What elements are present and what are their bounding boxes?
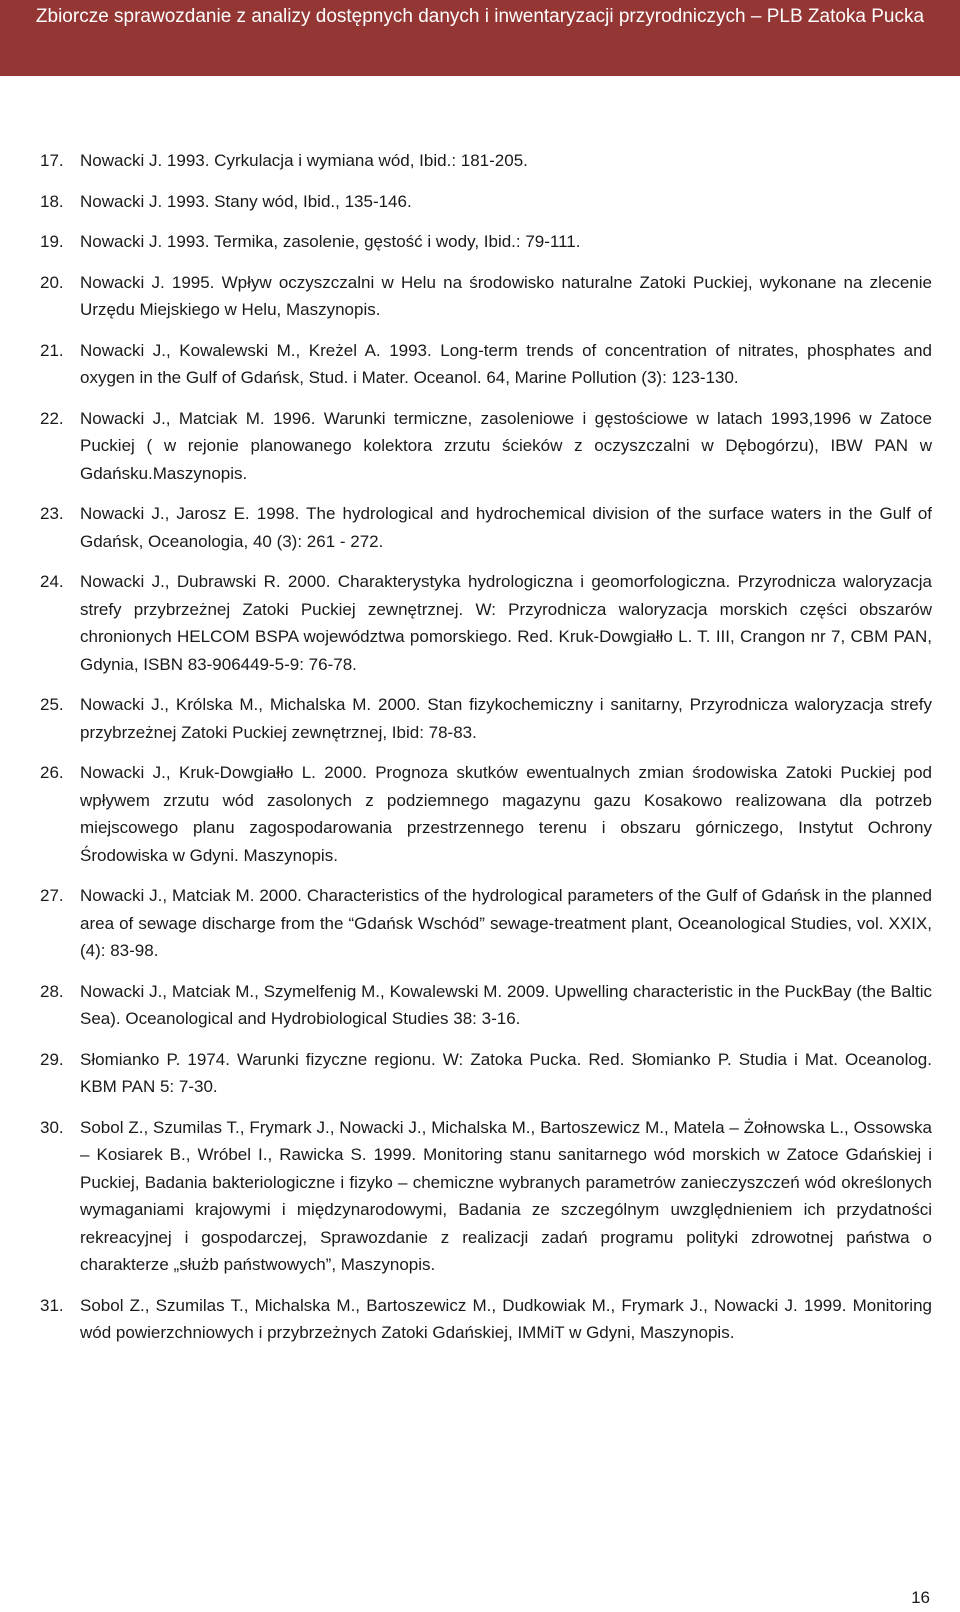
- reference-text: Nowacki J., Jarosz E. 1998. The hydrological and hydrochemical division of the surface waters in the Gulf of Gdańsk, Oceanologia, 40 (3): 261 - 272.: [80, 504, 932, 551]
- reference-item: [40, 405, 932, 488]
- reference-number: 17.: [40, 151, 64, 170]
- reference-text: Nowacki J., Matciak M., Szymelfenig M., Kowalewski M. 2009. Upwelling characteristic in the PuckBay (the Baltic Sea). Oceanological and Hydrobiological Studies 38: 3-16.: [80, 981, 932, 1028]
- reference-item: [40, 337, 932, 392]
- reference-item: [40, 188, 932, 216]
- reference-number: 29.: [40, 1049, 64, 1069]
- reference-list: [40, 147, 932, 1360]
- reference-item: [40, 1292, 932, 1347]
- reference-text: Nowacki J. 1993. Termika, zasolenie, gęstość i wody, Ibid.: 79-111.: [80, 232, 581, 251]
- reference-number: 22.: [40, 408, 64, 428]
- reference-number: 25.: [40, 695, 64, 714]
- reference-text: Słomianko P. 1974. Warunki fizyczne regionu. W: Zatoka Pucka. Red. Słomianko P. Studia i Mat. Oceanolog. KBM PAN 5: 7-30.: [80, 1049, 932, 1096]
- reference-item: [40, 691, 932, 746]
- reference-text: Nowacki J., Dubrawski R. 2000. Charakterystyka hydrologiczna i geomorfologiczna. Przyrodnicza waloryzacja strefy przybrzeżnej Zatoki Puckiej zewnętrznej. W: Przyrodnicza waloryzacja morskich części obszarów chronionych HELCOM BSPA województwa pomorskiego. Red. Kruk-Dowgiałło L. T. III, Crangon nr 7, CBM PAN, Gdynia, ISBN 83-906449-5-9: 76-78.: [80, 572, 932, 674]
- reference-text: Nowacki J., Królska M., Michalska M. 2000. Stan fizykochemiczny i sanitarny, Przyrodnicza waloryzacja strefy przybrzeżnej Zatoki Puckiej zewnętrznej, Ibid: 78-83.: [80, 695, 932, 742]
- page-number: 16: [911, 1588, 930, 1607]
- reference-text: Nowacki J., Kowalewski M., Kreżel A. 1993. Long-term trends of concentration of nitrates, phosphates and oxygen in the Gulf of Gdańsk, Stud. i Mater. Oceanol. 64, Marine Pollution (3): 123-130.: [80, 340, 932, 387]
- reference-item: [40, 1046, 932, 1101]
- reference-number: 27.: [40, 886, 64, 905]
- header-title: Zbiorcze sprawozdanie z analizy dostępnych danych i inwentaryzacji przyrodniczych – PLB Zatoka Pucka: [35, 6, 925, 27]
- reference-item: [40, 759, 932, 869]
- reference-item: [40, 228, 932, 256]
- reference-text: Nowacki J. 1993. Stany wód, Ibid., 135-146.: [80, 191, 412, 211]
- reference-item: [40, 269, 932, 324]
- reference-item: [40, 568, 932, 678]
- reference-number: 24.: [40, 572, 64, 591]
- reference-item: [40, 882, 932, 965]
- reference-text: Nowacki J. 1993. Cyrkulacja i wymiana wód, Ibid.: 181-205.: [80, 151, 528, 170]
- reference-number: 26.: [40, 763, 64, 782]
- reference-item: [40, 978, 932, 1033]
- reference-number: 18.: [40, 191, 64, 211]
- reference-item: [40, 147, 932, 175]
- reference-number: 20.: [40, 272, 64, 292]
- reference-number: 21.: [40, 340, 64, 360]
- reference-text: Sobol Z., Szumilas T., Frymark J., Nowacki J., Michalska M., Bartoszewicz M., Matela – Żołnowska L., Ossowska – Kosiarek B., Wróbel I., Rawicka S. 1999. Monitoring stanu sanitarnego wód morskich w Zatoce Gdańskiej i Puckiej, Badania bakteriologiczne i fizyko – chemiczne wybranych parametrów zanieczyszczeń wód określonych wymaganiami krajowymi i międzynarodowymi, Badania ze szczególnym uwzględnieniem ich przydatności rekreacyjnej i gospodarczej, Sprawozdanie z realizacji zadań programu polityki zdrowotnej państwa o charakterze „służb państwowych”, Maszynopis.: [80, 1117, 932, 1274]
- reference-text: Sobol Z., Szumilas T., Michalska M., Bartoszewicz M., Dudkowiak M., Frymark J., Nowacki J. 1999. Monitoring wód powierzchniowych i przybrzeżnych Zatoki Gdańskiej, IMMiT w Gdyni, Maszynopis.: [80, 1295, 932, 1342]
- reference-number: 30.: [40, 1117, 64, 1137]
- reference-number: 28.: [40, 981, 64, 1001]
- reference-text: Nowacki J., Matciak M. 2000. Characteristics of the hydrological parameters of the Gulf of Gdańsk in the planned area of sewage discharge from the “Gdańsk Wschód” sewage-treatment plant, Oceanological Studies, vol. XXIX, (4): 83-98.: [80, 886, 932, 960]
- reference-text: Nowacki J., Matciak M. 1996. Warunki termiczne, zasoleniowe i gęstościowe w latach 1993,1996 w Zatoce Puckiej ( w rejonie planowanego kolektora zrzutu ścieków z oczyszczalni w Dębogórzu), IBW PAN w Gdańsku.Maszynopis.: [80, 408, 932, 483]
- reference-number: 19.: [40, 232, 64, 251]
- reference-item: [40, 500, 932, 555]
- page-header: [0, 0, 960, 76]
- reference-text: Nowacki J., Kruk-Dowgiałło L. 2000. Prognoza skutków ewentualnych zmian środowiska Zatoki Puckiej pod wpływem zrzutu wód zasolonych z podziemnego magazynu gazu Kosakowo realizowana dla potrzeb miejscowego planu zagospodarowania przestrzennego terenu i obszaru górniczego, Instytut Ochrony Środowiska w Gdyni. Maszynopis.: [80, 763, 932, 865]
- reference-text: Nowacki J. 1995. Wpływ oczyszczalni w Helu na środowisko naturalne Zatoki Puckiej, wykonane na zlecenie Urzędu Miejskiego w Helu, Maszynopis.: [80, 272, 932, 319]
- reference-number: 23.: [40, 504, 64, 523]
- reference-number: 31.: [40, 1295, 64, 1315]
- reference-item: [40, 1114, 932, 1279]
